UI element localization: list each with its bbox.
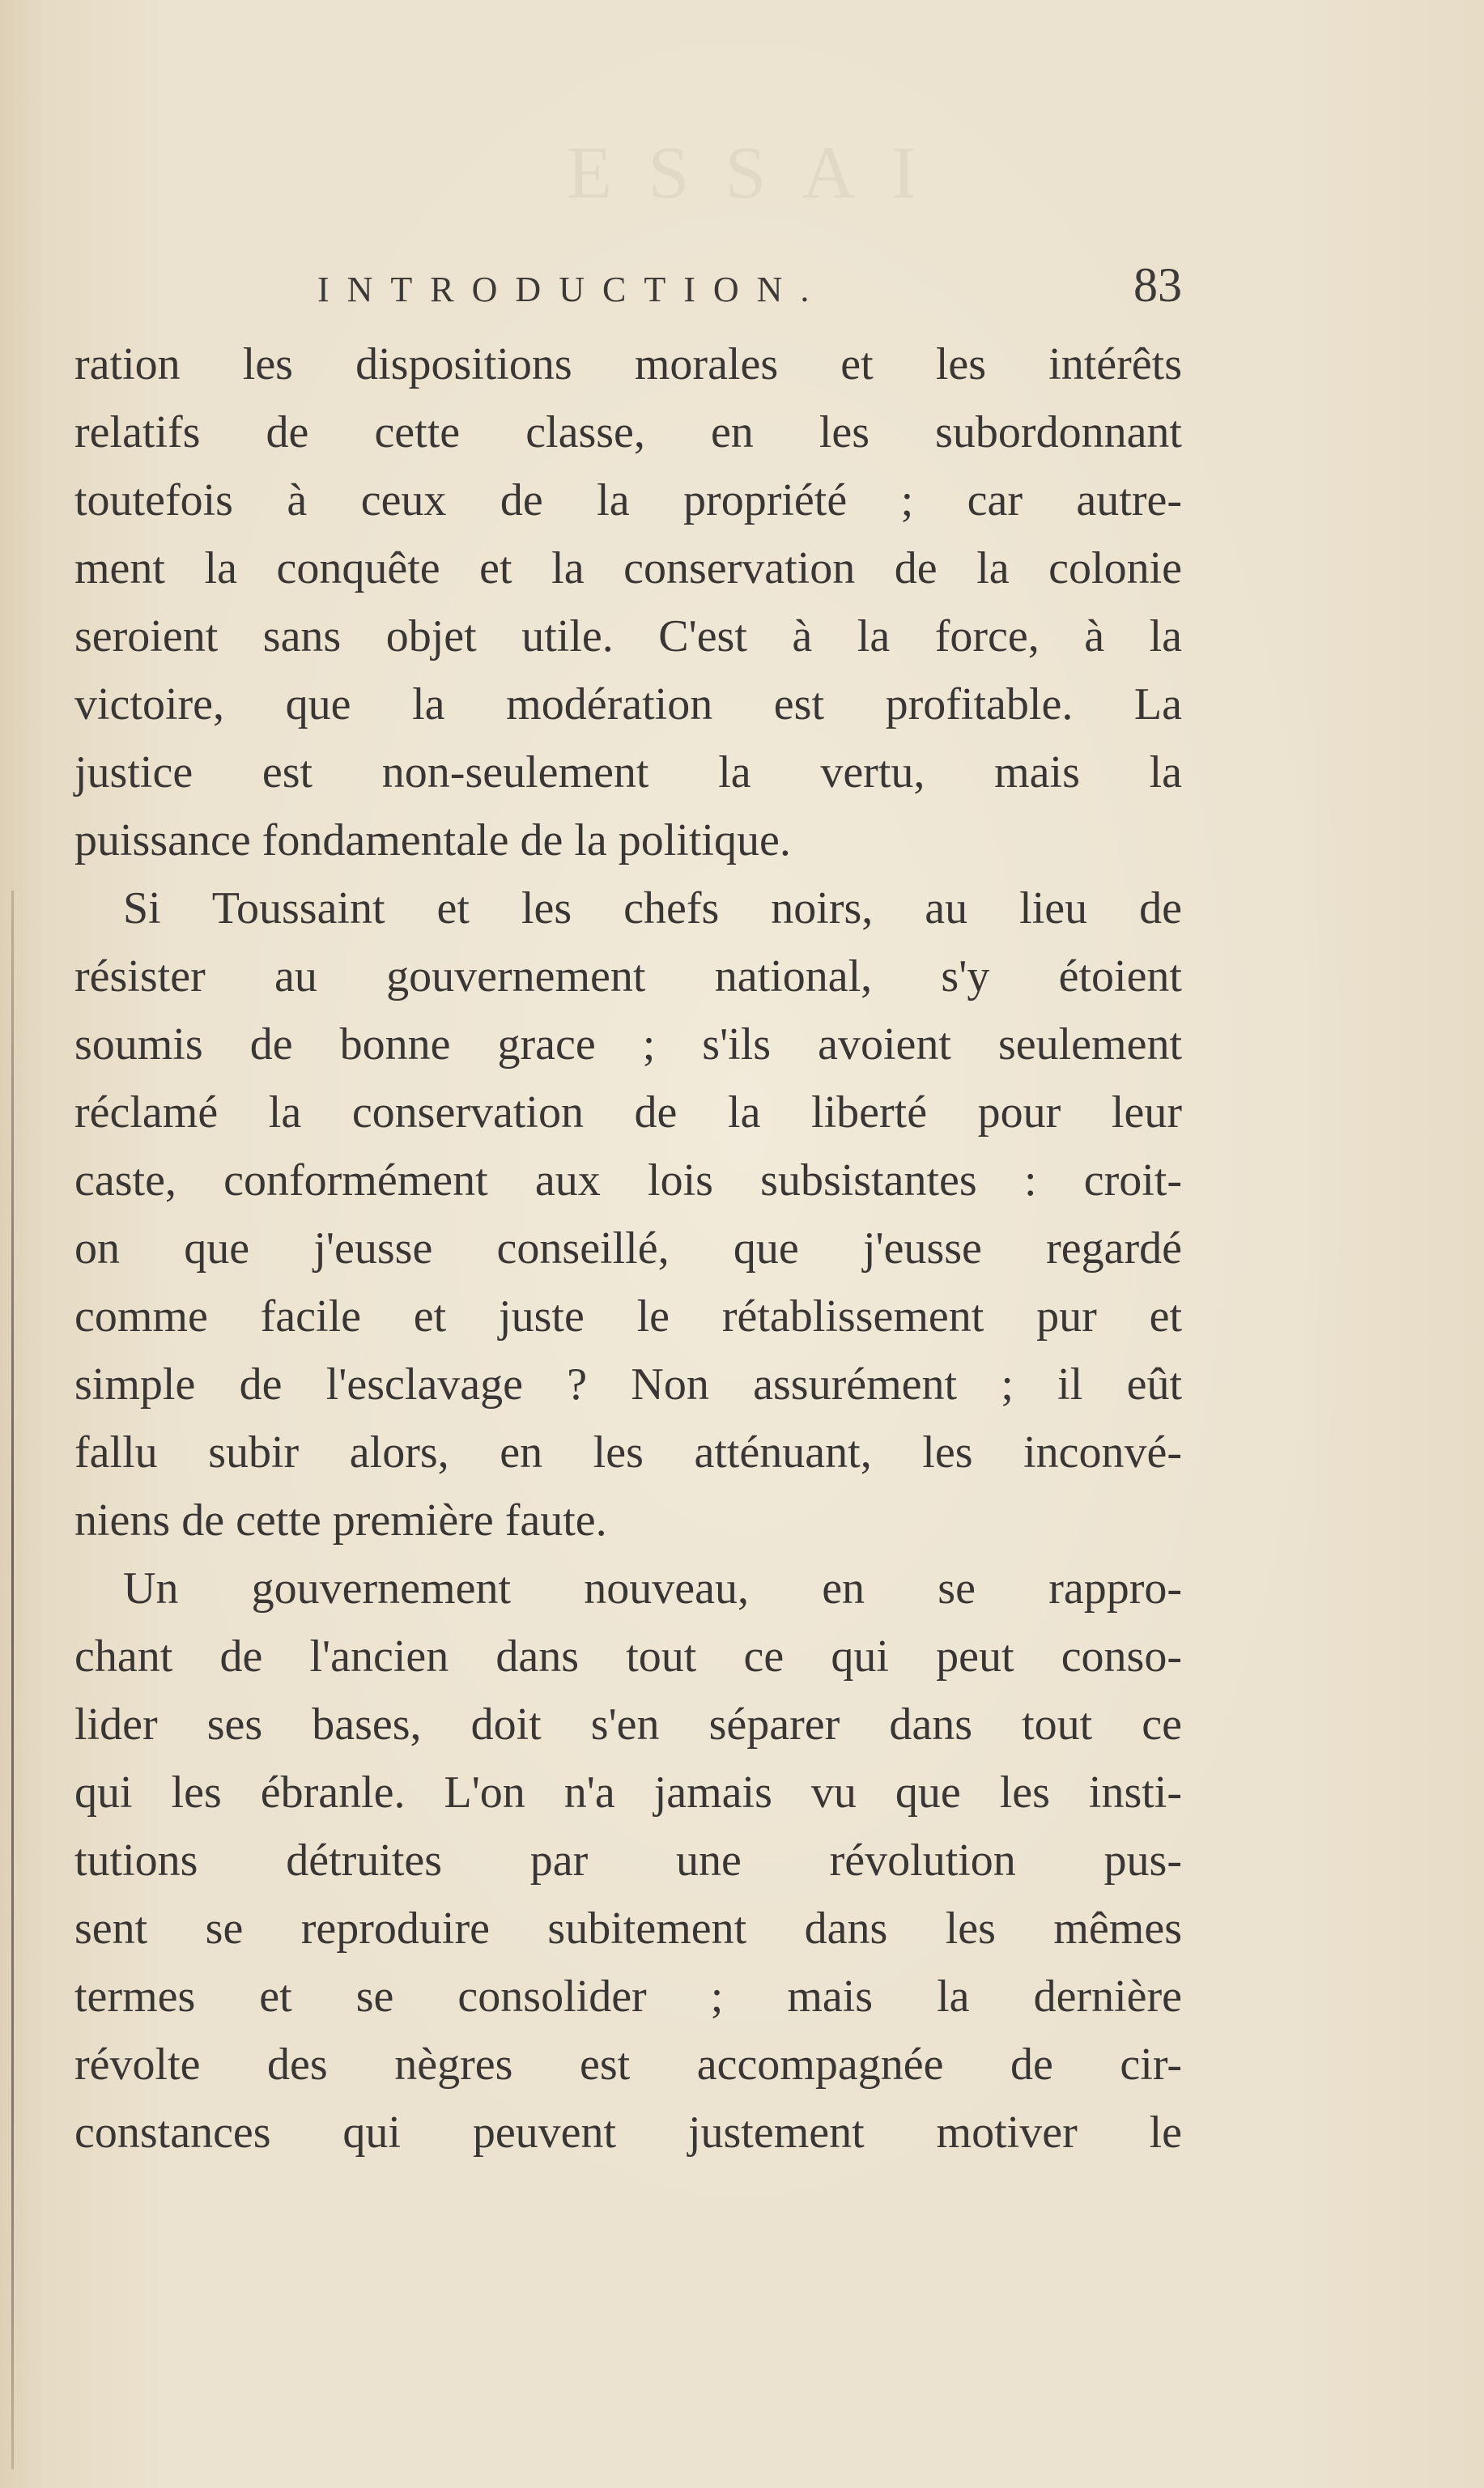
text-line: seroient sans objet utile. C'est à la force, à la [74,611,1182,661]
text-line: soumis de bonne grace ; s'ils avoient seulement [74,1019,1182,1070]
text-line: Si Toussaint et les chefs noirs, au lieu de [123,883,1182,934]
text-line: qui les ébranle. L'on n'a jamais vu que les insti- [74,1767,1182,1818]
text-line: toutefois à ceux de la propriété ; car autre- [74,475,1182,525]
page-edge-line [11,891,14,2469]
text-line: sent se reproduire subitement dans les mêmes [74,1903,1182,1954]
text-line: fallu subir alors, en les atténuant, les inconvé- [74,1427,1182,1478]
text-line: ration les dispositions morales et les intérêts [74,339,1182,389]
text-line: comme facile et juste le rétablissement pur et [74,1291,1182,1342]
text-line: caste, conformément aux lois subsistantes : croit- [74,1155,1182,1206]
text-line: niens de cette première faute. [74,1495,607,1546]
text-line: résister au gouvernement national, s'y étoient [74,951,1182,1002]
page-number: 83 [1133,258,1182,312]
text-line: lider ses bases, doit s'en séparer dans tout ce [74,1699,1182,1750]
text-line: simple de l'esclavage ? Non assurément ; il eût [74,1359,1182,1410]
running-head: INTRODUCTION. [317,270,827,309]
text-line: ment la conquête et la conservation de la colonie [74,543,1182,593]
text-line: Un gouvernement nouveau, en se rappro- [123,1563,1182,1614]
text-line: constances qui peuvent justement motiver le [74,2107,1182,2158]
text-line: chant de l'ancien dans tout ce qui peut conso- [74,1631,1182,1682]
text-line: termes et se consolider ; mais la dernière [74,1971,1182,2022]
text-line: réclamé la conservation de la liberté pour leur [74,1087,1182,1138]
text-line: tutions détruites par une révolution pus- [74,1835,1182,1886]
body-text [74,330,1182,2167]
text-line: puissance fondamentale de la politique. [74,815,791,865]
text-line: justice est non-seulement la vertu, mais la [74,747,1182,797]
bleed-through-title: ESSAI [567,131,952,214]
page-header [74,257,1182,322]
text-line: on que j'eusse conseillé, que j'eusse regardé [74,1223,1182,1274]
text-line: relatifs de cette classe, en les subordonnant [74,407,1182,457]
text-line: révolte des nègres est accompagnée de cir- [74,2039,1182,2090]
text-line: victoire, que la modération est profitable. La [74,679,1182,729]
